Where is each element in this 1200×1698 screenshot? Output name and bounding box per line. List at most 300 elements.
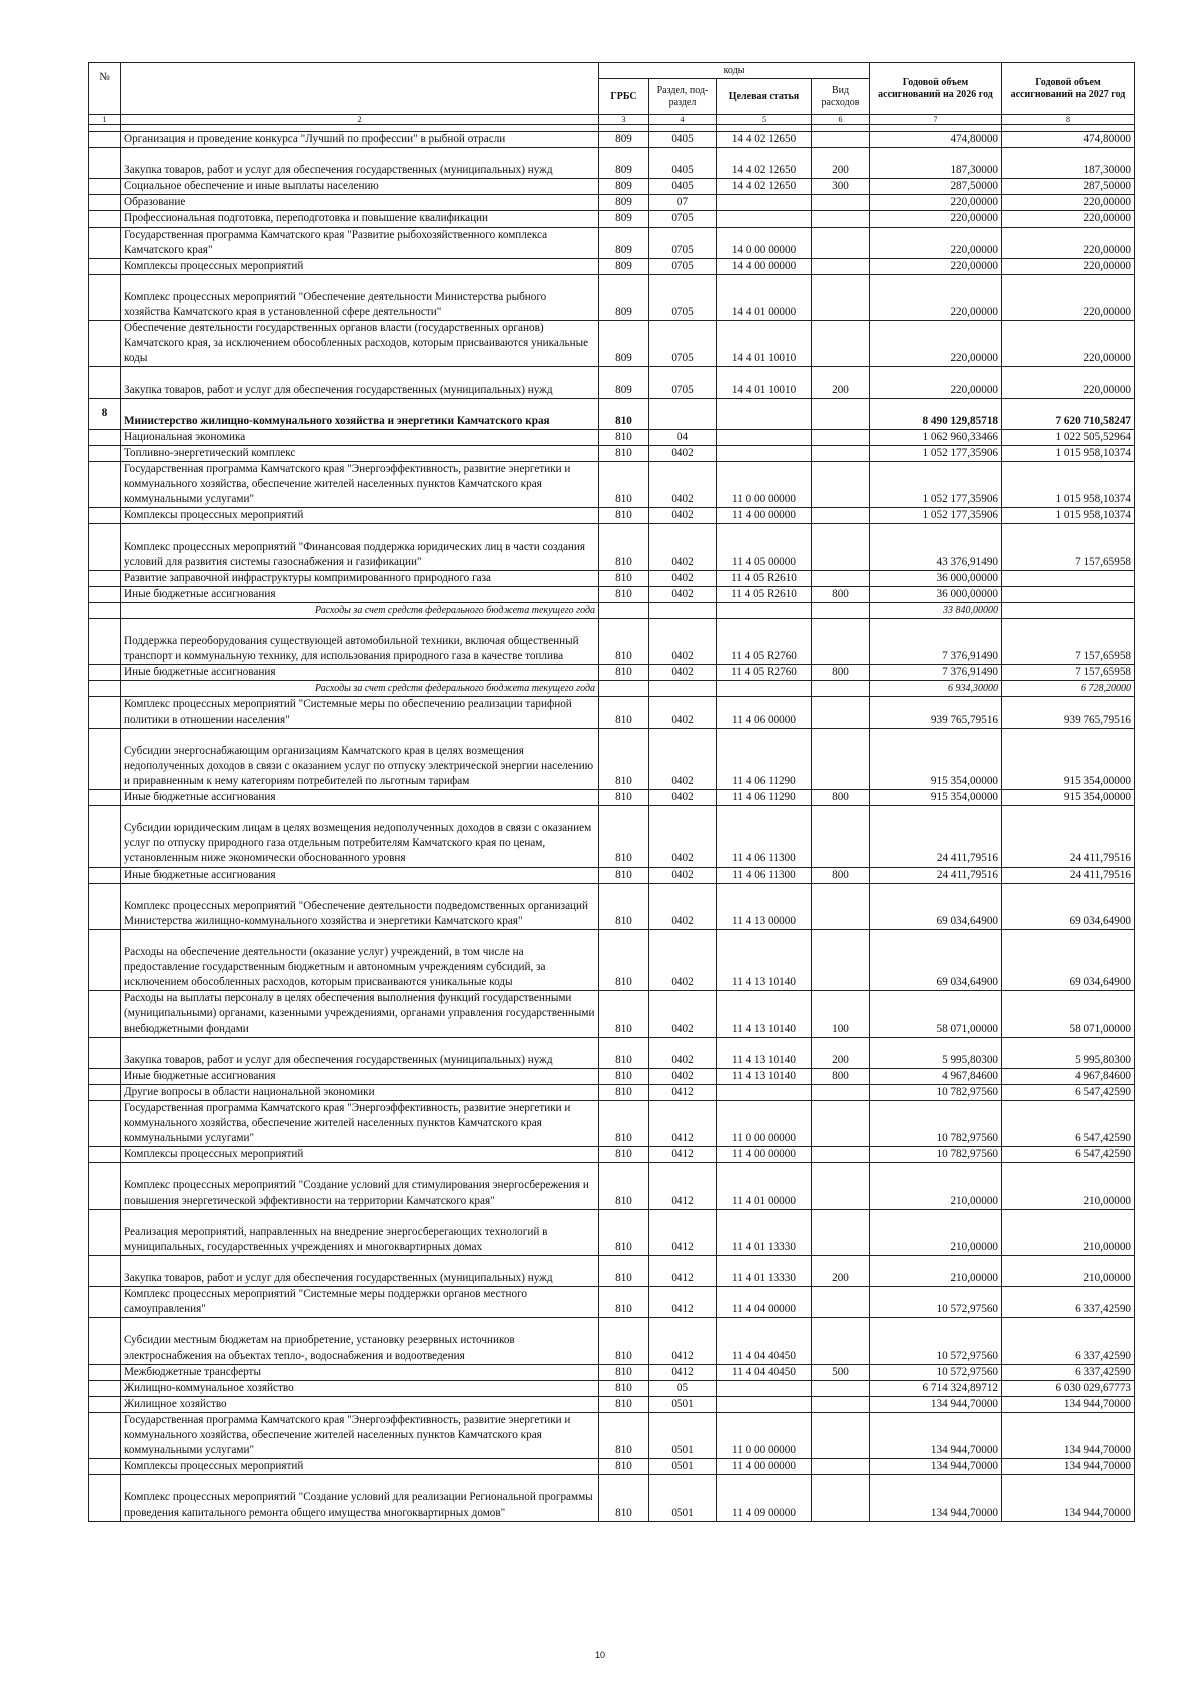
row-value-2027-cell: 5 995,80300	[1002, 1037, 1135, 1068]
row-value-2027-cell: 220,00000	[1002, 367, 1135, 398]
col-grbs-header: ГРБС	[599, 79, 649, 115]
row-grbs-cell: 810	[599, 1475, 649, 1521]
row-value-2026-cell: 58 071,00000	[870, 991, 1002, 1037]
row-grbs-cell: 810	[599, 1364, 649, 1380]
row-number-cell: 8	[89, 398, 121, 429]
row-target-cell: 14 4 02 12650	[717, 179, 812, 195]
row-grbs-cell: 810	[599, 1209, 649, 1255]
row-target-cell: 11 4 13 10140	[717, 1068, 812, 1084]
row-vid-cell	[812, 883, 870, 929]
row-value-2027-cell: 7 157,65958	[1002, 665, 1135, 681]
table-row	[89, 258, 1135, 274]
row-value-2027-cell: 6 337,42590	[1002, 1287, 1135, 1318]
table-row	[89, 665, 1135, 681]
row-razdel-cell: 0402	[649, 618, 717, 664]
row-grbs-cell: 810	[599, 1100, 649, 1146]
row-grbs-cell: 810	[599, 867, 649, 883]
table-row	[89, 1396, 1135, 1412]
row-name-cell: Комплекс процессных мероприятий "Обеспечение деятельности Министерства рыбного хозяйства Камчатского края в установленной сфере деятельности"	[121, 274, 599, 320]
row-value-2026-cell: 134 944,70000	[870, 1396, 1002, 1412]
row-target-cell: 11 4 06 11300	[717, 867, 812, 883]
row-number-cell	[89, 367, 121, 398]
row-value-2027-cell: 220,00000	[1002, 321, 1135, 367]
row-number-cell	[89, 929, 121, 990]
row-value-2027-cell: 187,30000	[1002, 148, 1135, 179]
row-vid-cell	[812, 508, 870, 524]
row-target-cell: 11 4 04 40450	[717, 1364, 812, 1380]
row-value-2026-cell: 915 354,00000	[870, 790, 1002, 806]
row-value-2027-cell: 7 157,65958	[1002, 524, 1135, 570]
row-number-cell	[89, 806, 121, 867]
table-row	[89, 991, 1135, 1037]
row-grbs-cell: 810	[599, 1255, 649, 1286]
row-name-cell: Комплекс процессных мероприятий "Финансовая поддержка юридических лиц в части создания условий для развития системы газоснабжения и газификации"	[121, 524, 599, 570]
row-number-cell	[89, 227, 121, 258]
row-grbs-cell: 809	[599, 321, 649, 367]
row-name-cell: Расходы на обеспечение деятельности (оказание услуг) учреждений, в том числе на предоставление государственным бюджетным и автономным учреждениям субсидий, за исключением обособленных расходов, которым присваиваются уникальные коды	[121, 929, 599, 990]
row-name-cell: Межбюджетные трансферты	[121, 1364, 599, 1380]
budget-rows	[89, 125, 1135, 1522]
row-number-cell	[89, 1287, 121, 1318]
row-target-cell: 11 4 13 10140	[717, 929, 812, 990]
table-row	[89, 1100, 1135, 1146]
row-grbs-cell: 810	[599, 1459, 649, 1475]
row-grbs-cell: 809	[599, 274, 649, 320]
row-vid-cell	[812, 1147, 870, 1163]
spacer-row	[89, 125, 1135, 132]
row-grbs-cell: 810	[599, 1412, 649, 1458]
row-grbs-cell: 810	[599, 462, 649, 508]
row-vid-cell	[812, 1475, 870, 1521]
row-vid-cell: 800	[812, 1068, 870, 1084]
row-number-cell	[89, 1380, 121, 1396]
col-num-header: №	[89, 63, 121, 115]
table-row	[89, 1068, 1135, 1084]
row-target-cell: 11 4 01 13330	[717, 1209, 812, 1255]
row-name-cell: Расходы на выплаты персоналу в целях обеспечения выполнения функций государственными (муниципальными) органами, казенными учреждениями, органами управления государственными внебюджетными фондами	[121, 991, 599, 1037]
column-index-cell: 5	[717, 115, 812, 125]
row-number-cell	[89, 1163, 121, 1209]
row-target-cell: 11 4 06 00000	[717, 697, 812, 728]
row-value-2026-cell: 10 782,97560	[870, 1147, 1002, 1163]
table-row	[89, 398, 1135, 429]
row-number-cell	[89, 258, 121, 274]
row-number-cell	[89, 524, 121, 570]
row-number-cell	[89, 1209, 121, 1255]
row-vid-cell: 800	[812, 867, 870, 883]
row-vid-cell	[812, 1396, 870, 1412]
row-vid-cell	[812, 1380, 870, 1396]
row-value-2026-cell: 220,00000	[870, 321, 1002, 367]
row-value-2027-cell: 134 944,70000	[1002, 1412, 1135, 1458]
row-value-2027-cell: 69 034,64900	[1002, 883, 1135, 929]
col-razdel-header: Раздел, под-раздел	[649, 79, 717, 115]
table-row	[89, 445, 1135, 461]
codes-header: коды	[599, 63, 870, 79]
row-target-cell	[717, 1380, 812, 1396]
row-value-2026-cell: 134 944,70000	[870, 1475, 1002, 1521]
column-index-cell: 8	[1002, 115, 1135, 125]
row-value-2026-cell: 220,00000	[870, 274, 1002, 320]
row-value-2026-cell: 6 934,30000	[870, 681, 1002, 697]
row-value-2027-cell: 210,00000	[1002, 1163, 1135, 1209]
row-number-cell	[89, 1412, 121, 1458]
row-razdel-cell: 0405	[649, 179, 717, 195]
row-value-2026-cell: 7 376,91490	[870, 618, 1002, 664]
table-row	[89, 508, 1135, 524]
row-value-2027-cell: 1 015 958,10374	[1002, 462, 1135, 508]
row-vid-cell	[812, 445, 870, 461]
row-number-cell	[89, 1100, 121, 1146]
row-razdel-cell: 0402	[649, 508, 717, 524]
row-value-2027-cell: 134 944,70000	[1002, 1459, 1135, 1475]
row-razdel-cell: 04	[649, 429, 717, 445]
row-name-cell: Иные бюджетные ассигнования	[121, 586, 599, 602]
row-name-cell: Иные бюджетные ассигнования	[121, 790, 599, 806]
row-value-2027-cell: 134 944,70000	[1002, 1396, 1135, 1412]
row-value-2027-cell: 58 071,00000	[1002, 991, 1135, 1037]
row-name-cell: Государственная программа Камчатского края "Развитие рыбохозяйственного комплекса Камчатского края"	[121, 227, 599, 258]
table-row	[89, 1255, 1135, 1286]
row-number-cell	[89, 883, 121, 929]
row-grbs-cell: 810	[599, 1147, 649, 1163]
row-value-2026-cell: 134 944,70000	[870, 1412, 1002, 1458]
row-razdel-cell: 0402	[649, 883, 717, 929]
row-razdel-cell: 0705	[649, 367, 717, 398]
row-target-cell: 14 4 02 12650	[717, 132, 812, 148]
row-number-cell	[89, 179, 121, 195]
row-razdel-cell: 0501	[649, 1475, 717, 1521]
row-value-2027-cell: 210,00000	[1002, 1255, 1135, 1286]
col-2027-header: Годовой объем ассигнований на 2027 год	[1002, 63, 1135, 115]
row-value-2027-cell: 4 967,84600	[1002, 1068, 1135, 1084]
row-target-cell: 11 4 09 00000	[717, 1475, 812, 1521]
row-number-cell	[89, 445, 121, 461]
page-number: 10	[594, 1650, 605, 1660]
row-vid-cell	[812, 1318, 870, 1364]
row-value-2027-cell: 220,00000	[1002, 211, 1135, 227]
row-name-cell: Образование	[121, 195, 599, 211]
row-grbs-cell	[599, 602, 649, 618]
table-row	[89, 1459, 1135, 1475]
row-value-2027-cell: 939 765,79516	[1002, 697, 1135, 728]
row-target-cell	[717, 195, 812, 211]
row-number-cell	[89, 681, 121, 697]
table-row	[89, 790, 1135, 806]
row-vid-cell	[812, 806, 870, 867]
row-value-2027-cell: 915 354,00000	[1002, 728, 1135, 789]
row-razdel-cell: 0412	[649, 1163, 717, 1209]
row-vid-cell	[812, 429, 870, 445]
row-target-cell: 11 4 04 00000	[717, 1287, 812, 1318]
row-vid-cell	[812, 697, 870, 728]
row-vid-cell	[812, 398, 870, 429]
row-value-2026-cell: 220,00000	[870, 227, 1002, 258]
row-name-cell: Обеспечение деятельности государственных органов власти (государственных органов) Камчатского края, за исключением обособленных расходов, которым присваиваются уникальные коды	[121, 321, 599, 367]
row-target-cell: 11 0 00 00000	[717, 1412, 812, 1458]
row-number-cell	[89, 195, 121, 211]
column-index-cell: 1	[89, 115, 121, 125]
row-name-cell: Министерство жилищно-коммунального хозяйства и энергетики Камчатского края	[121, 398, 599, 429]
row-vid-cell	[812, 570, 870, 586]
row-name-cell: Комплексы процессных мероприятий	[121, 258, 599, 274]
row-vid-cell: 200	[812, 1037, 870, 1068]
row-value-2026-cell: 1 052 177,35906	[870, 462, 1002, 508]
row-grbs-cell: 809	[599, 258, 649, 274]
row-vid-cell: 200	[812, 367, 870, 398]
row-value-2027-cell	[1002, 586, 1135, 602]
row-razdel-cell: 0705	[649, 274, 717, 320]
row-name-cell: Расходы за счет средств федерального бюджета текущего года	[121, 602, 599, 618]
row-number-cell	[89, 274, 121, 320]
row-name-cell: Комплекс процессных мероприятий "Создание условий для стимулирования энергосбережения и повышения энергетической эффективности на территории Камчатского края"	[121, 1163, 599, 1209]
row-razdel-cell: 0412	[649, 1364, 717, 1380]
row-target-cell: 11 4 13 10140	[717, 1037, 812, 1068]
row-number-cell	[89, 991, 121, 1037]
row-number-cell	[89, 1475, 121, 1521]
row-name-cell: Комплекс процессных мероприятий "Создание условий для реализации Региональной программы проведения капитального ремонта общего имущества многоквартирных домов"	[121, 1475, 599, 1521]
row-grbs-cell: 810	[599, 508, 649, 524]
row-vid-cell: 300	[812, 179, 870, 195]
row-number-cell	[89, 602, 121, 618]
table-row	[89, 728, 1135, 789]
row-target-cell: 11 4 06 11290	[717, 728, 812, 789]
row-value-2026-cell: 24 411,79516	[870, 806, 1002, 867]
row-vid-cell	[812, 1459, 870, 1475]
table-row	[89, 148, 1135, 179]
row-number-cell	[89, 508, 121, 524]
column-index-row	[89, 115, 1135, 125]
row-grbs-cell: 809	[599, 195, 649, 211]
row-target-cell: 14 4 01 10010	[717, 367, 812, 398]
row-vid-cell	[812, 1287, 870, 1318]
row-razdel-cell: 0705	[649, 321, 717, 367]
row-value-2026-cell: 210,00000	[870, 1209, 1002, 1255]
row-grbs-cell: 810	[599, 586, 649, 602]
table-row	[89, 1287, 1135, 1318]
row-name-cell: Поддержка переоборудования существующей автомобильной техники, включая общественный транспорт и коммунальную технику, для использования природного газа в качестве топлива	[121, 618, 599, 664]
row-value-2026-cell: 220,00000	[870, 367, 1002, 398]
row-value-2026-cell: 1 052 177,35906	[870, 508, 1002, 524]
row-value-2027-cell: 287,50000	[1002, 179, 1135, 195]
row-value-2027-cell: 7 620 710,58247	[1002, 398, 1135, 429]
row-grbs-cell: 810	[599, 1396, 649, 1412]
row-target-cell: 11 4 05 R2610	[717, 586, 812, 602]
table-row	[89, 195, 1135, 211]
row-grbs-cell: 810	[599, 570, 649, 586]
row-name-cell: Реализация мероприятий, направленных на внедрение энергосберегающих технологий в муниципальных, государственных учреждениях и многоквартирных домах	[121, 1209, 599, 1255]
row-target-cell: 11 4 05 R2760	[717, 665, 812, 681]
table-row	[89, 570, 1135, 586]
row-grbs-cell: 810	[599, 618, 649, 664]
row-value-2026-cell: 10 572,97560	[870, 1364, 1002, 1380]
column-index-cell: 3	[599, 115, 649, 125]
row-vid-cell	[812, 1100, 870, 1146]
row-number-cell	[89, 132, 121, 148]
row-value-2026-cell: 210,00000	[870, 1163, 1002, 1209]
row-grbs-cell: 810	[599, 806, 649, 867]
row-value-2026-cell: 10 782,97560	[870, 1084, 1002, 1100]
row-value-2026-cell: 24 411,79516	[870, 867, 1002, 883]
row-razdel-cell	[649, 602, 717, 618]
row-target-cell: 11 4 05 R2610	[717, 570, 812, 586]
row-value-2026-cell: 10 782,97560	[870, 1100, 1002, 1146]
column-index-cell: 4	[649, 115, 717, 125]
row-number-cell	[89, 697, 121, 728]
row-number-cell	[89, 1318, 121, 1364]
row-grbs-cell: 810	[599, 398, 649, 429]
row-value-2026-cell: 7 376,91490	[870, 665, 1002, 681]
col-2026-header: Годовой объем ассигнований на 2026 год	[870, 63, 1002, 115]
row-target-cell	[717, 681, 812, 697]
row-razdel-cell: 0412	[649, 1100, 717, 1146]
row-grbs-cell: 809	[599, 148, 649, 179]
row-value-2026-cell: 10 572,97560	[870, 1318, 1002, 1364]
row-name-cell: Государственная программа Камчатского края "Энергоэффективность, развитие энергетики и коммунального хозяйства, обеспечение жителей населенных пунктов Камчатского края коммунальными услугами"	[121, 1412, 599, 1458]
table-row	[89, 1318, 1135, 1364]
row-name-cell: Иные бюджетные ассигнования	[121, 867, 599, 883]
row-grbs-cell: 810	[599, 429, 649, 445]
row-grbs-cell: 809	[599, 227, 649, 258]
row-value-2026-cell: 69 034,64900	[870, 929, 1002, 990]
row-target-cell: 11 0 00 00000	[717, 462, 812, 508]
row-grbs-cell: 810	[599, 883, 649, 929]
row-vid-cell	[812, 462, 870, 508]
row-target-cell: 11 4 04 40450	[717, 1318, 812, 1364]
row-target-cell	[717, 1396, 812, 1412]
row-grbs-cell: 810	[599, 1318, 649, 1364]
row-vid-cell: 200	[812, 1255, 870, 1286]
row-value-2027-cell: 220,00000	[1002, 195, 1135, 211]
row-value-2027-cell: 24 411,79516	[1002, 806, 1135, 867]
row-value-2026-cell: 220,00000	[870, 211, 1002, 227]
row-razdel-cell: 0412	[649, 1318, 717, 1364]
row-razdel-cell: 0402	[649, 570, 717, 586]
column-index-cell: 7	[870, 115, 1002, 125]
row-razdel-cell: 0501	[649, 1396, 717, 1412]
row-grbs-cell: 809	[599, 132, 649, 148]
row-grbs-cell: 810	[599, 728, 649, 789]
row-target-cell: 11 4 06 11300	[717, 806, 812, 867]
col-target-header: Целевая статья	[717, 79, 812, 115]
row-value-2027-cell: 1 015 958,10374	[1002, 508, 1135, 524]
row-vid-cell: 100	[812, 991, 870, 1037]
row-number-cell	[89, 570, 121, 586]
row-number-cell	[89, 148, 121, 179]
row-value-2026-cell: 33 840,00000	[870, 602, 1002, 618]
table-row	[89, 1380, 1135, 1396]
row-number-cell	[89, 462, 121, 508]
row-grbs-cell	[599, 681, 649, 697]
table-row	[89, 321, 1135, 367]
row-grbs-cell: 810	[599, 697, 649, 728]
row-grbs-cell: 810	[599, 1380, 649, 1396]
table-row	[89, 367, 1135, 398]
row-vid-cell	[812, 681, 870, 697]
row-vid-cell	[812, 132, 870, 148]
row-target-cell: 11 4 00 00000	[717, 1147, 812, 1163]
row-number-cell	[89, 867, 121, 883]
table-row	[89, 429, 1135, 445]
table-row	[89, 1412, 1135, 1458]
table-row	[89, 211, 1135, 227]
row-razdel-cell: 0402	[649, 445, 717, 461]
row-value-2027-cell: 6 547,42590	[1002, 1100, 1135, 1146]
row-razdel-cell: 0402	[649, 665, 717, 681]
row-grbs-cell: 809	[599, 367, 649, 398]
table-row	[89, 681, 1135, 697]
row-target-cell: 14 4 01 00000	[717, 274, 812, 320]
row-grbs-cell: 809	[599, 179, 649, 195]
row-value-2027-cell: 6 337,42590	[1002, 1318, 1135, 1364]
col-name-header	[121, 63, 599, 115]
table-row	[89, 586, 1135, 602]
row-value-2026-cell: 220,00000	[870, 195, 1002, 211]
row-name-cell: Субсидии юридическим лицам в целях возмещения недополученных доходов в связи с оказанием услуг по отпуску природного газа отдельным потребителям Камчатского края по ценам, установленным ниже экономически обоснованного уровня	[121, 806, 599, 867]
row-vid-cell: 500	[812, 1364, 870, 1380]
row-name-cell: Развитие заправочной инфраструктуры компримированного природного газа	[121, 570, 599, 586]
row-value-2027-cell	[1002, 602, 1135, 618]
row-number-cell	[89, 1364, 121, 1380]
row-number-cell	[89, 728, 121, 789]
table-row	[89, 1209, 1135, 1255]
budget-sheet	[88, 62, 1134, 1522]
table-row	[89, 602, 1135, 618]
table-row	[89, 1364, 1135, 1380]
table-row	[89, 806, 1135, 867]
row-razdel-cell: 0402	[649, 867, 717, 883]
row-value-2026-cell: 69 034,64900	[870, 883, 1002, 929]
row-vid-cell	[812, 1084, 870, 1100]
row-number-cell	[89, 321, 121, 367]
row-name-cell: Комплексы процессных мероприятий	[121, 1459, 599, 1475]
row-value-2027-cell: 220,00000	[1002, 227, 1135, 258]
table-row	[89, 227, 1135, 258]
budget-table	[88, 62, 1135, 1522]
row-target-cell: 14 4 02 12650	[717, 148, 812, 179]
row-target-cell: 11 4 01 00000	[717, 1163, 812, 1209]
row-target-cell: 11 4 01 13330	[717, 1255, 812, 1286]
row-target-cell	[717, 445, 812, 461]
row-name-cell: Закупка товаров, работ и услуг для обеспечения государственных (муниципальных) нужд	[121, 367, 599, 398]
col-vid-header: Вид расходов	[812, 79, 870, 115]
row-razdel-cell: 0405	[649, 132, 717, 148]
row-value-2026-cell: 474,80000	[870, 132, 1002, 148]
row-razdel-cell: 0412	[649, 1287, 717, 1318]
row-name-cell: Субсидии местным бюджетам на приобретение, установку резервных источников электроснабжения на объектах тепло-, водоснабжения и водоотведения	[121, 1318, 599, 1364]
row-vid-cell	[812, 618, 870, 664]
row-value-2026-cell: 43 376,91490	[870, 524, 1002, 570]
row-value-2026-cell: 10 572,97560	[870, 1287, 1002, 1318]
row-target-cell	[717, 602, 812, 618]
row-razdel-cell: 0501	[649, 1412, 717, 1458]
table-row	[89, 1084, 1135, 1100]
row-vid-cell	[812, 274, 870, 320]
row-vid-cell: 800	[812, 665, 870, 681]
row-name-cell: Комплексы процессных мероприятий	[121, 508, 599, 524]
row-value-2027-cell: 220,00000	[1002, 274, 1135, 320]
row-number-cell	[89, 1396, 121, 1412]
row-number-cell	[89, 586, 121, 602]
row-razdel-cell: 0705	[649, 258, 717, 274]
row-value-2027-cell: 134 944,70000	[1002, 1475, 1135, 1521]
row-grbs-cell: 810	[599, 1068, 649, 1084]
row-value-2026-cell: 210,00000	[870, 1255, 1002, 1286]
row-vid-cell	[812, 602, 870, 618]
row-vid-cell	[812, 1412, 870, 1458]
row-target-cell: 11 4 13 10140	[717, 991, 812, 1037]
row-vid-cell	[812, 321, 870, 367]
